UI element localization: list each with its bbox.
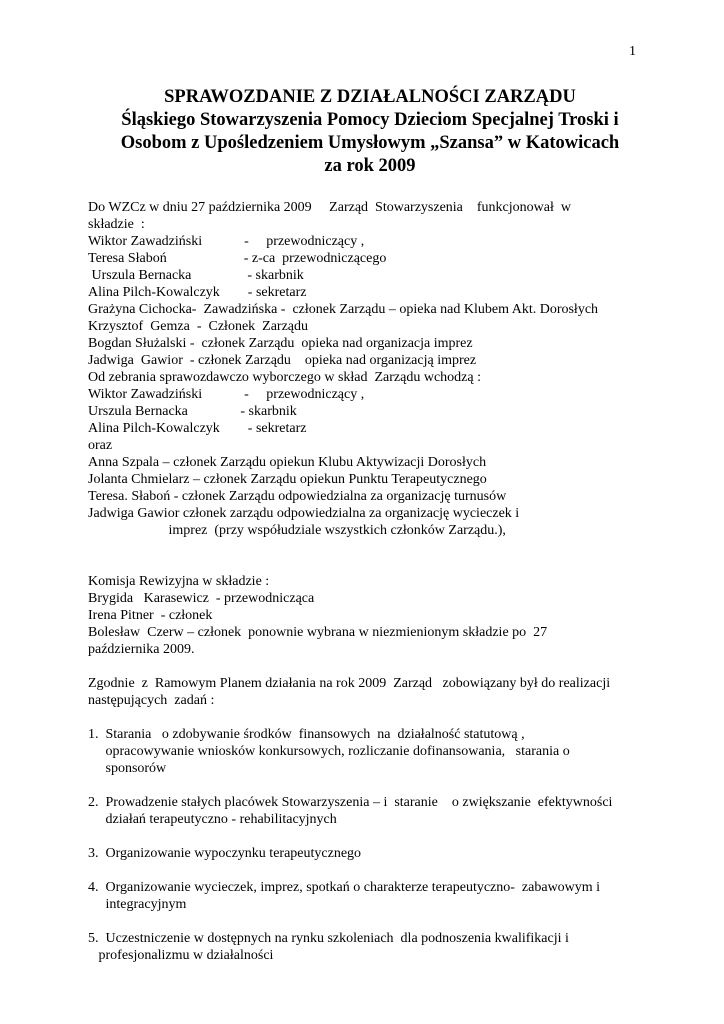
text-line: października 2009. [88, 642, 195, 657]
text-line: imprez (przy współudziale wszystkich członków Zarządu.), [88, 523, 506, 538]
text-line: 4. Organizowanie wycieczek, imprez, spotkań o charakterze terapeutyczno- zabawowym i [88, 880, 601, 895]
text-line: Do WZCz w dniu 27 października 2009 Zarząd Stowarzyszenia funkcjonował w [88, 200, 571, 215]
text-line: oraz [88, 438, 113, 453]
text-line: Komisja Rewizyjna w składzie : [88, 574, 270, 589]
text-line: składzie : [88, 217, 145, 232]
list-item [88, 879, 688, 913]
text-line: Jadwiga Gawior członek zarządu odpowiedzialna za organizację wycieczek i [88, 506, 520, 521]
spacer [88, 539, 688, 556]
document-title [80, 86, 660, 178]
text-line: Brygida Karasewicz - przewodnicząca [88, 591, 315, 606]
spacer [88, 709, 688, 726]
title-line: za rok 2009 [324, 156, 416, 176]
text-line: 3. Organizowanie wypoczynku terapeutycznego [88, 846, 362, 861]
text-line: Teresa. Słaboń - członek Zarządu odpowiedzialna za organizację turnusów [88, 489, 507, 504]
text-line: Urszula Bernacka - skarbnik [88, 404, 297, 419]
list-item [88, 845, 688, 862]
text-line: opracowywanie wniosków konkursowych, rozliczanie dofinansowania, starania o [88, 744, 570, 759]
text-line: Urszula Bernacka - skarbnik [88, 268, 304, 283]
text-line: Anna Szpala – członek Zarządu opiekun Klubu Aktywizacji Dorosłych [88, 455, 487, 470]
text-line: Alina Pilch-Kowalczyk - sekretarz [88, 421, 307, 436]
list-item [88, 726, 688, 777]
text-line: Bogdan Służalski - członek Zarządu opieka nad organizacja imprez [88, 336, 473, 351]
text-line: Irena Pitner - członek [88, 608, 213, 623]
text-line: Wiktor Zawadziński - przewodniczący , [88, 234, 365, 249]
text-line: Bolesław Czerw – członek ponownie wybrana w niezmienionym składzie po 27 [88, 625, 548, 640]
text-line: 2. Prowadzenie stałych placówek Stowarzyszenia – i staranie o zwiększanie efektywności [88, 795, 613, 810]
plan-section [88, 675, 688, 709]
text-line: działań terapeutyczno - rehabilitacyjnych [88, 812, 337, 827]
audit-commission-section [88, 573, 688, 658]
text-line: Jolanta Chmielarz – członek Zarządu opiekun Punktu Terapeutycznego [88, 472, 487, 487]
board-composition-section [88, 199, 688, 539]
text-line: 5. Uczestniczenie w dostępnych na rynku szkoleniach dla podnoszenia kwalifikacji i [88, 931, 569, 946]
spacer [88, 556, 688, 573]
title-line: SPRAWOZDANIE Z DZIAŁALNOŚCI ZARZĄDU [164, 87, 576, 107]
text-line: profesjonalizmu w działalności [88, 948, 274, 963]
text-line: Od zebrania sprawozdawczo wyborczego w skład Zarządu wchodzą : [88, 370, 481, 385]
text-line: Zgodnie z Ramowym Planem działania na rok 2009 Zarząd zobowiązany był do realizacji [88, 676, 611, 691]
text-line: Alina Pilch-Kowalczyk - sekretarz [88, 285, 307, 300]
text-line: Wiktor Zawadziński - przewodniczący , [88, 387, 365, 402]
text-line: Grażyna Cichocka- Zawadzińska - członek Zarządu – opieka nad Klubem Akt. Dorosłych [88, 302, 599, 317]
title-line: Osobom z Upośledzeniem Umysłowym „Szansa” w Katowicach [120, 133, 620, 153]
text-line: 1. Starania o zdobywanie środków finansowych na działalność statutową , [88, 727, 525, 742]
list-item [88, 930, 688, 964]
spacer [88, 658, 688, 675]
page-number: 1 [629, 44, 636, 59]
task-list [88, 726, 688, 964]
text-line: Jadwiga Gawior - członek Zarządu opieka nad organizacją imprez [88, 353, 477, 368]
text-line: integracyjnym [88, 897, 187, 912]
text-line: następujących zadań : [88, 693, 215, 708]
text-line: Teresa Słaboń - z-ca przewodniczącego [88, 251, 387, 266]
text-line: sponsorów [88, 761, 167, 776]
list-item [88, 794, 688, 828]
document-body [88, 199, 688, 981]
text-line: Krzysztof Gemza - Członek Zarządu [88, 319, 309, 334]
title-line: Śląskiego Stowarzyszenia Pomocy Dzieciom Specjalnej Troski i [121, 110, 619, 130]
